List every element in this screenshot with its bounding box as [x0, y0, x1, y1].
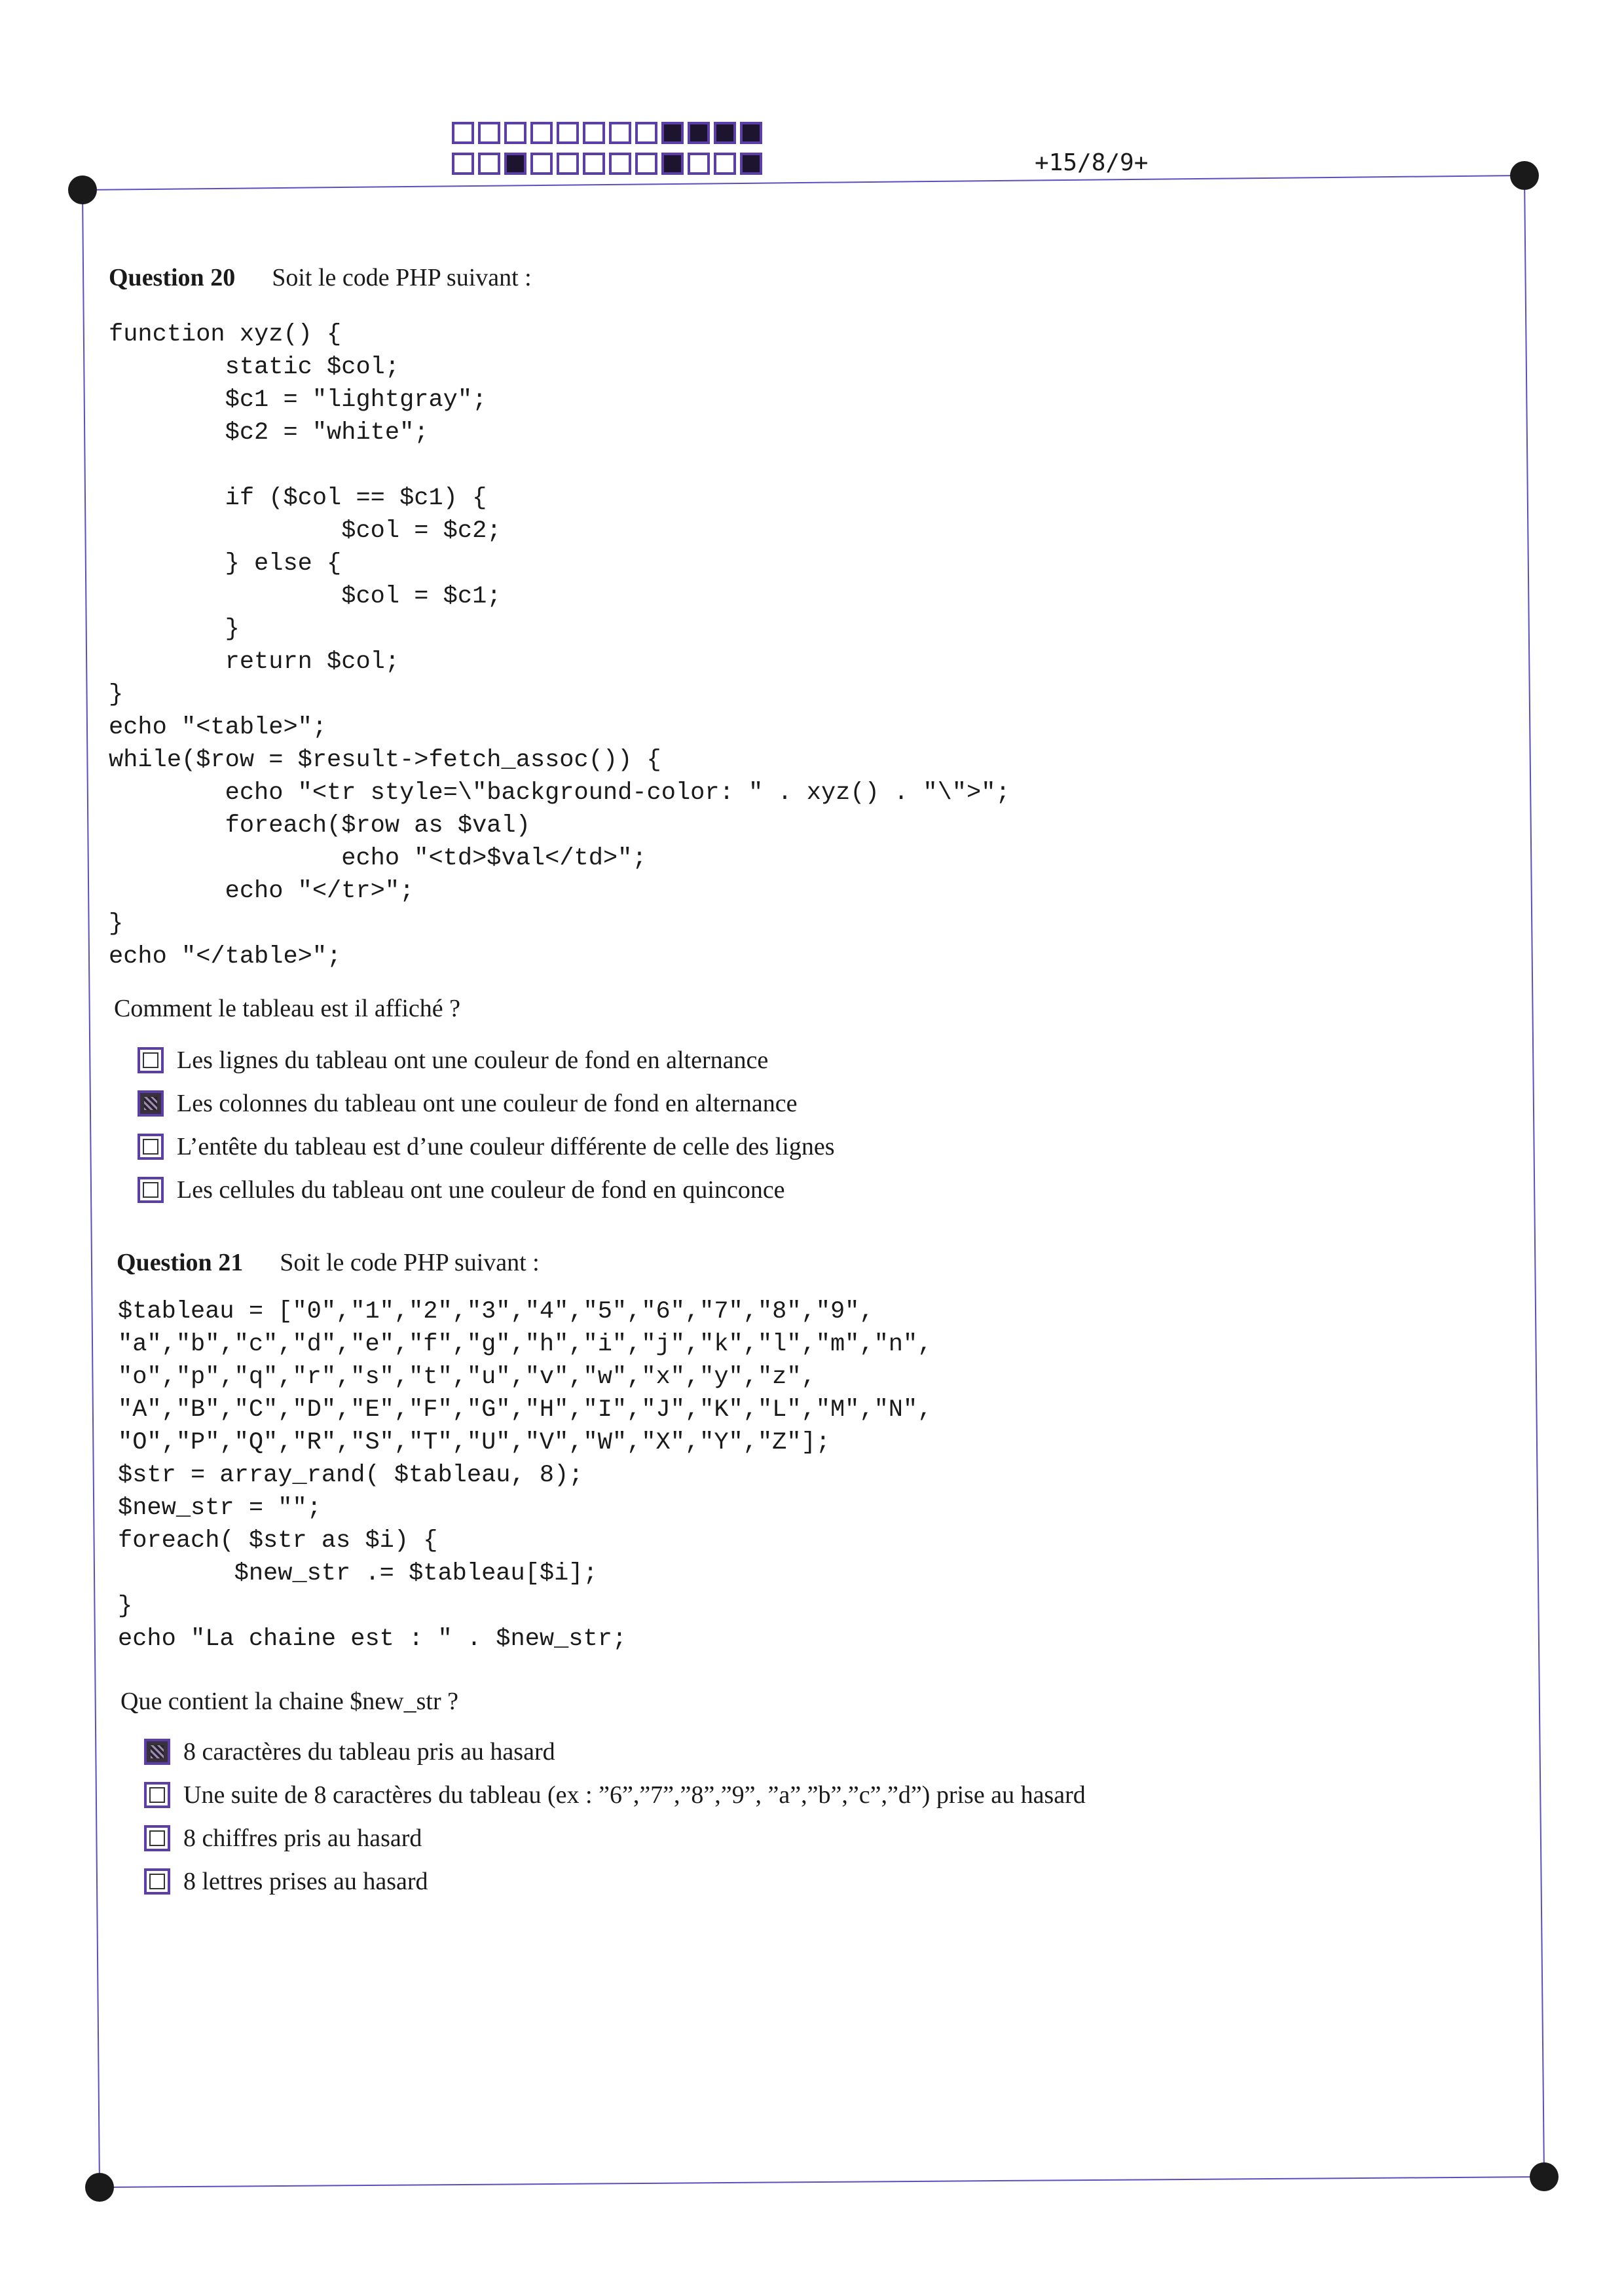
- barcode-cell: [609, 153, 631, 175]
- barcode-cell: [478, 122, 500, 144]
- barcode-top: [452, 122, 766, 144]
- answer-label: Les lignes du tableau ont une couleur de fond en alternance: [177, 1046, 769, 1074]
- barcode-cell: [661, 153, 684, 175]
- corner-mark-top-right: [1510, 161, 1539, 190]
- answer-label: 8 lettres prises au hasard: [183, 1868, 428, 1895]
- barcode-cell: [688, 153, 710, 175]
- question-number: Question 21: [117, 1249, 244, 1276]
- barcode-cell: [583, 153, 605, 175]
- barcode-cell: [740, 122, 762, 144]
- barcode-cell: [740, 153, 762, 175]
- question-21-heading: [117, 1248, 540, 1277]
- checked-checkbox[interactable]: [144, 1739, 170, 1765]
- barcode-cell: [478, 153, 500, 175]
- corner-mark-top-left: [68, 176, 97, 204]
- checkbox[interactable]: [138, 1177, 164, 1203]
- answer-option[interactable]: [144, 1817, 1086, 1860]
- barcode-cell: [635, 153, 657, 175]
- barcode-cell: [557, 153, 579, 175]
- answers-q21: [144, 1730, 1086, 1903]
- question-intro: Soit le code PHP suivant :: [280, 1249, 540, 1276]
- barcode-cell: [583, 122, 605, 144]
- barcode-cell: [714, 153, 736, 175]
- barcode-cell: [452, 122, 474, 144]
- corner-mark-bottom-right: [1530, 2162, 1559, 2191]
- answer-option[interactable]: [144, 1773, 1086, 1817]
- question-21-prompt: Que contient la chaine $new_str ?: [120, 1688, 458, 1715]
- barcode-cell: [452, 153, 474, 175]
- answer-label: Les cellules du tableau ont une couleur de fond en quinconce: [177, 1176, 785, 1204]
- answer-label: 8 chiffres pris au hasard: [183, 1824, 422, 1852]
- barcode-cell: [714, 122, 736, 144]
- checkbox[interactable]: [138, 1134, 164, 1160]
- page-id: +15/8/9+: [1035, 149, 1149, 176]
- barcode-cell: [609, 122, 631, 144]
- barcode-cell: [504, 153, 526, 175]
- barcode-cell: [557, 122, 579, 144]
- answer-option[interactable]: [138, 1168, 834, 1212]
- answer-label: Une suite de 8 caractères du tableau (ex : ”6”,”7”,”8”,”9”, ”a”,”b”,”c”,”d”) prise au hasard: [183, 1781, 1086, 1809]
- question-intro: Soit le code PHP suivant :: [272, 264, 532, 291]
- answers-q20: [138, 1039, 834, 1212]
- question-number: Question 20: [109, 264, 236, 291]
- barcode-cell: [661, 122, 684, 144]
- barcode-cell: [530, 122, 553, 144]
- barcode-bottom: [452, 153, 766, 175]
- barcode-cell: [688, 122, 710, 144]
- answer-option[interactable]: [138, 1125, 834, 1168]
- checkbox[interactable]: [138, 1047, 164, 1073]
- code-block-q21: $tableau = ["0","1","2","3","4","5","6","7","8","9", "a","b","c","d","e","f","g","h","i","j","k","l","m","n", "o","p","q","r","s","t","u","v","w","x","y","z", "A","B","C","D","E","F","G","H","I","J","K","L","M","N", "O","P","Q","R","S","T","U","V","W","X","Y","Z"]; $str = array_rand( $tableau, 8); $new_str = ""; foreach( $str as $i) { $new_str .= $tableau[$i]; } echo "La chaine est : " . $new_str;: [118, 1298, 932, 1653]
- corner-mark-bottom-left: [85, 2173, 114, 2202]
- checked-checkbox[interactable]: [138, 1090, 164, 1117]
- barcode-cell: [635, 122, 657, 144]
- checkbox[interactable]: [144, 1825, 170, 1851]
- answer-label: L’entête du tableau est d’une couleur différente de celle des lignes: [177, 1133, 835, 1160]
- checkbox[interactable]: [144, 1868, 170, 1895]
- question-20-heading: [109, 263, 532, 292]
- code-block-q20: function xyz() { static $col; $c1 = "lightgray"; $c2 = "white"; if ($col == $c1) { $col = $c2; } else { $col = $c1; } return $col; } echo "<table>"; while($row = $result->fetch_assoc()) { echo "<tr style=\"background-color: " . xyz() . "\">"; foreach($row as $val) echo "<td>$val</td>"; echo "</tr>"; } echo "</table>";: [109, 321, 1010, 971]
- question-20-prompt: Comment le tableau est il affiché ?: [114, 995, 460, 1022]
- answer-option[interactable]: [144, 1860, 1086, 1903]
- answer-label: Les colonnes du tableau ont une couleur de fond en alternance: [177, 1090, 798, 1117]
- checkbox[interactable]: [144, 1782, 170, 1808]
- barcode-cell: [504, 122, 526, 144]
- answer-label: 8 caractères du tableau pris au hasard: [183, 1738, 555, 1766]
- barcode-cell: [530, 153, 553, 175]
- answer-option[interactable]: [138, 1039, 834, 1082]
- answer-option[interactable]: [144, 1730, 1086, 1773]
- answer-option[interactable]: [138, 1082, 834, 1125]
